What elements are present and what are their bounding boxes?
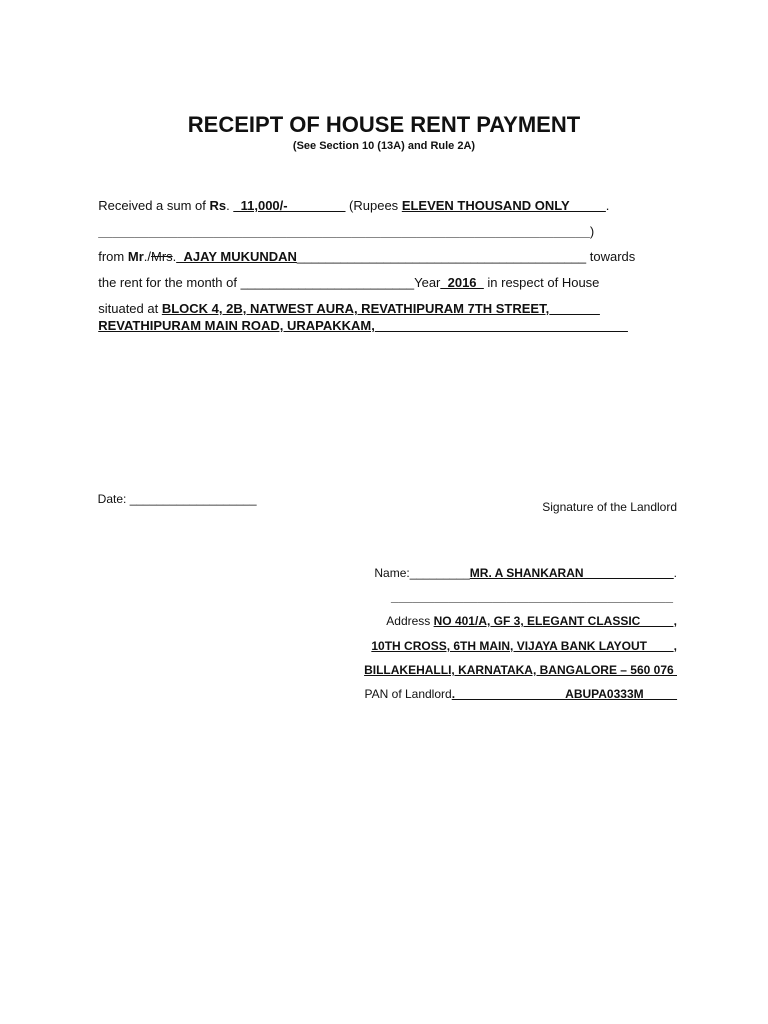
landlord-blank: _______________________________________ xyxy=(391,589,673,604)
date-label: Date: xyxy=(97,492,130,506)
pan-value: .___________ _____ABUPA0333M_____ xyxy=(451,687,677,701)
rent-month-prefix: the rent for the month of ________________________Year xyxy=(98,275,441,290)
year-value: _2016_ xyxy=(440,275,484,290)
rs-dot: . xyxy=(226,198,234,213)
signature-label: Signature of the Landlord xyxy=(542,500,677,514)
amount-close-paren: ) xyxy=(589,224,595,239)
rent-month-suffix: in respect of House xyxy=(483,275,600,290)
payer-blank: ________________________________________ xyxy=(296,249,587,264)
towards-label: towards xyxy=(586,249,636,264)
landlord-address-2: 10TH CROSS, 6TH MAIN, VIJAYA BANK LAYOUT____, xyxy=(371,639,677,653)
landlord-name-label: Name:_________ xyxy=(374,566,470,580)
received-prefix: Received a sum of xyxy=(98,198,210,213)
landlord-address-1: NO 401/A, GF 3, ELEGANT CLASSIC , xyxy=(433,614,677,628)
date-blank: ___________________ xyxy=(129,492,257,506)
landlord-address-3: BILLAKEHALLI, KARNATAKA, BANGALORE – 560 076 xyxy=(364,663,677,677)
document-subtitle: (See Section 10 (13A) and Rule 2A) xyxy=(292,140,476,152)
line1-end: . xyxy=(605,198,610,213)
payer-name: _AJAY MUKUNDAN xyxy=(176,249,297,264)
amount-value: _11,000/-________ xyxy=(233,198,346,213)
property-address-2: REVATHIPURAM MAIN ROAD, URAPAKKAM,___________________________________ xyxy=(98,318,628,333)
situated-label: situated at xyxy=(98,301,162,316)
salutation-dot: . xyxy=(172,249,177,264)
rs-label: Rs xyxy=(209,198,227,213)
landlord-address-label: Address xyxy=(386,614,434,628)
date-line xyxy=(91,475,257,507)
property-address-1: BLOCK 4, 2B, NATWEST AURA, REVATHIPURAM 7TH STREET,_______ xyxy=(161,301,600,316)
landlord-name-end: . xyxy=(673,566,677,580)
mr-label: Mr xyxy=(127,249,144,264)
rupees-label: (Rupees xyxy=(345,198,402,213)
amount-in-words: ELEVEN THOUSAND ONLY_____ xyxy=(401,198,606,213)
salutation-slash: ./ xyxy=(143,249,151,264)
landlord-pan-line xyxy=(358,670,677,702)
property-address-line-2 xyxy=(91,302,628,334)
from-label: from xyxy=(98,249,128,264)
pan-label: PAN of Landlord xyxy=(364,687,452,701)
document-title: RECEIPT OF HOUSE RENT PAYMENT xyxy=(187,112,581,137)
landlord-name: MR. A SHANKARAN _____________ xyxy=(469,566,674,580)
amount-continuation-blank: ____________________________________________________________________ xyxy=(98,224,590,239)
mrs-label-struck: Mrs xyxy=(150,249,173,264)
